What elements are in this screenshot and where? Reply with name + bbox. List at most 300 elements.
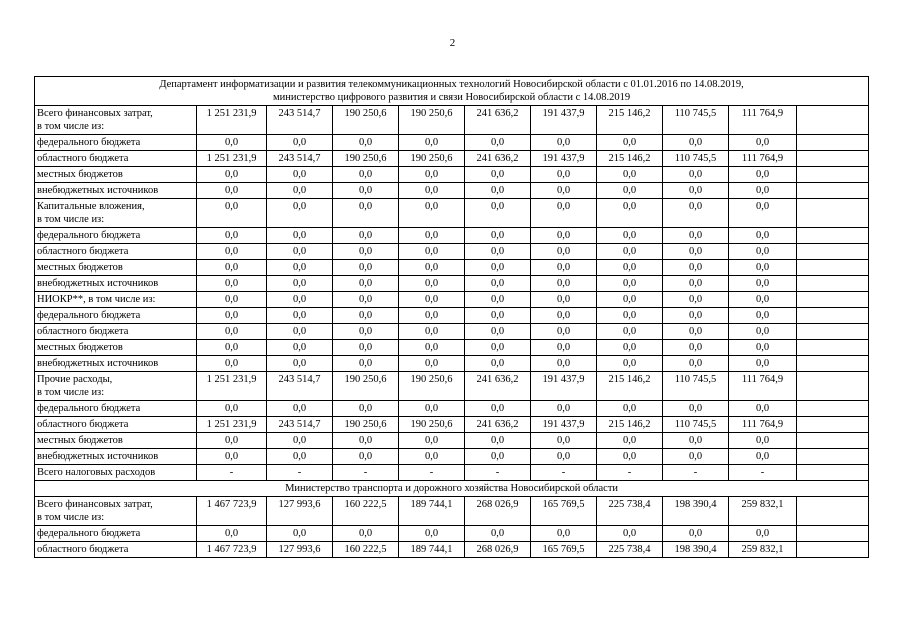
- row-label-line: местных бюджетов: [37, 169, 123, 180]
- value-cell: 0,0: [333, 433, 399, 449]
- empty-cell: [797, 542, 869, 558]
- value-cell: 0,0: [197, 324, 267, 340]
- value-cell: 0,0: [267, 356, 333, 372]
- empty-cell: [797, 308, 869, 324]
- table-row: [35, 151, 869, 167]
- value-cell: 0,0: [465, 356, 531, 372]
- row-label: [35, 324, 197, 340]
- empty-cell: [797, 199, 869, 228]
- table-row: [35, 183, 869, 199]
- value-cell: 191 437,9: [531, 417, 597, 433]
- value-cell: 190 250,6: [399, 151, 465, 167]
- value-cell: 198 390,4: [663, 542, 729, 558]
- row-label: [35, 106, 197, 135]
- row-label: [35, 372, 197, 401]
- value-cell: 0,0: [399, 340, 465, 356]
- value-cell: 0,0: [197, 308, 267, 324]
- value-cell: 0,0: [597, 449, 663, 465]
- value-cell: 225 738,4: [597, 542, 663, 558]
- value-cell: 111 764,9: [729, 372, 797, 401]
- value-cell: 0,0: [663, 526, 729, 542]
- value-cell: 0,0: [597, 308, 663, 324]
- value-cell: 0,0: [267, 449, 333, 465]
- row-label: [35, 183, 197, 199]
- value-cell: 0,0: [531, 244, 597, 260]
- value-cell: 0,0: [267, 199, 333, 228]
- row-label: [35, 260, 197, 276]
- value-cell: 0,0: [465, 449, 531, 465]
- value-cell: 0,0: [399, 433, 465, 449]
- value-cell: 0,0: [197, 433, 267, 449]
- value-cell: 0,0: [333, 183, 399, 199]
- value-cell: 190 250,6: [399, 372, 465, 401]
- value-cell: 0,0: [729, 135, 797, 151]
- table-row: [35, 135, 869, 151]
- value-cell: 1 467 723,9: [197, 542, 267, 558]
- value-cell: 0,0: [729, 199, 797, 228]
- value-cell: 243 514,7: [267, 417, 333, 433]
- value-cell: 0,0: [663, 260, 729, 276]
- value-cell: 190 250,6: [333, 151, 399, 167]
- value-cell: 0,0: [399, 260, 465, 276]
- value-cell: 0,0: [399, 526, 465, 542]
- row-label: [35, 542, 197, 558]
- value-cell: 0,0: [597, 183, 663, 199]
- value-cell: 0,0: [531, 340, 597, 356]
- section-title: [35, 77, 869, 106]
- value-cell: -: [399, 465, 465, 481]
- value-cell: 190 250,6: [333, 372, 399, 401]
- row-label: [35, 465, 197, 481]
- value-cell: 0,0: [663, 449, 729, 465]
- value-cell: 0,0: [465, 276, 531, 292]
- value-cell: 0,0: [333, 308, 399, 324]
- value-cell: 0,0: [663, 199, 729, 228]
- table-row: [35, 401, 869, 417]
- value-cell: 0,0: [267, 167, 333, 183]
- value-cell: 191 437,9: [531, 372, 597, 401]
- value-cell: 0,0: [597, 228, 663, 244]
- value-cell: 0,0: [597, 167, 663, 183]
- value-cell: 259 832,1: [729, 542, 797, 558]
- empty-cell: [797, 401, 869, 417]
- value-cell: 215 146,2: [597, 417, 663, 433]
- value-cell: 0,0: [465, 308, 531, 324]
- value-cell: 0,0: [197, 199, 267, 228]
- value-cell: 0,0: [663, 401, 729, 417]
- value-cell: 0,0: [531, 449, 597, 465]
- value-cell: 0,0: [729, 433, 797, 449]
- value-cell: 241 636,2: [465, 372, 531, 401]
- value-cell: 0,0: [663, 356, 729, 372]
- value-cell: 198 390,4: [663, 497, 729, 526]
- value-cell: 0,0: [197, 401, 267, 417]
- value-cell: 0,0: [333, 135, 399, 151]
- value-cell: 189 744,1: [399, 497, 465, 526]
- value-cell: 0,0: [333, 401, 399, 417]
- value-cell: 0,0: [465, 135, 531, 151]
- row-label-line: местных бюджетов: [37, 342, 123, 353]
- value-cell: 0,0: [267, 324, 333, 340]
- row-label: [35, 228, 197, 244]
- value-cell: 127 993,6: [267, 542, 333, 558]
- value-cell: 0,0: [333, 244, 399, 260]
- value-cell: 165 769,5: [531, 497, 597, 526]
- value-cell: 0,0: [333, 526, 399, 542]
- value-cell: 0,0: [597, 401, 663, 417]
- value-cell: 0,0: [663, 228, 729, 244]
- value-cell: 0,0: [597, 260, 663, 276]
- value-cell: 0,0: [597, 135, 663, 151]
- row-label-line: областного бюджета: [37, 326, 129, 337]
- value-cell: -: [531, 465, 597, 481]
- row-label-line: внебюджетных источников: [37, 185, 159, 196]
- value-cell: 0,0: [663, 276, 729, 292]
- value-cell: 0,0: [267, 292, 333, 308]
- empty-cell: [797, 497, 869, 526]
- value-cell: 0,0: [597, 276, 663, 292]
- row-label: [35, 151, 197, 167]
- value-cell: 241 636,2: [465, 417, 531, 433]
- table-row: [35, 276, 869, 292]
- section-title-line: Министерство транспорта и дорожного хозяйства Новосибирской области: [285, 483, 619, 494]
- empty-cell: [797, 433, 869, 449]
- value-cell: 190 250,6: [333, 106, 399, 135]
- value-cell: 0,0: [465, 324, 531, 340]
- table-row: [35, 497, 869, 526]
- empty-cell: [797, 183, 869, 199]
- value-cell: 1 251 231,9: [197, 417, 267, 433]
- value-cell: 0,0: [399, 183, 465, 199]
- empty-cell: [797, 340, 869, 356]
- empty-cell: [797, 260, 869, 276]
- row-label: [35, 199, 197, 228]
- row-label: [35, 497, 197, 526]
- value-cell: 243 514,7: [267, 372, 333, 401]
- value-cell: 0,0: [531, 135, 597, 151]
- table-row: [35, 417, 869, 433]
- row-label-line: внебюджетных источников: [37, 278, 159, 289]
- value-cell: 0,0: [531, 356, 597, 372]
- row-label-line: внебюджетных источников: [37, 451, 159, 462]
- table-row: [35, 106, 869, 135]
- table-row: [35, 433, 869, 449]
- value-cell: 0,0: [729, 356, 797, 372]
- row-label-line: областного бюджета: [37, 153, 129, 164]
- value-cell: 0,0: [465, 260, 531, 276]
- value-cell: 0,0: [399, 292, 465, 308]
- row-label-line: Всего налоговых расходов: [37, 467, 156, 478]
- empty-cell: [797, 324, 869, 340]
- row-label-line: Всего финансовых затрат,: [37, 108, 153, 119]
- value-cell: 191 437,9: [531, 151, 597, 167]
- value-cell: 0,0: [531, 199, 597, 228]
- value-cell: 0,0: [267, 308, 333, 324]
- value-cell: 0,0: [333, 356, 399, 372]
- row-label-line: местных бюджетов: [37, 262, 123, 273]
- value-cell: 241 636,2: [465, 151, 531, 167]
- value-cell: 0,0: [197, 276, 267, 292]
- value-cell: 0,0: [531, 228, 597, 244]
- value-cell: 0,0: [531, 276, 597, 292]
- section-title-line: Департамент информатизации и развития телекоммуникационных технологий Новосибирской области с 01.01.2016 по 14.08.2019,: [159, 79, 744, 90]
- row-label: [35, 417, 197, 433]
- value-cell: 0,0: [267, 244, 333, 260]
- row-label: [35, 401, 197, 417]
- value-cell: 0,0: [663, 183, 729, 199]
- row-label: [35, 135, 197, 151]
- empty-cell: [797, 276, 869, 292]
- table-row: [35, 260, 869, 276]
- value-cell: 0,0: [597, 340, 663, 356]
- row-label-line: Прочие расходы,: [37, 374, 113, 385]
- value-cell: -: [729, 465, 797, 481]
- value-cell: 0,0: [465, 228, 531, 244]
- value-cell: 0,0: [729, 244, 797, 260]
- row-label-line: федерального бюджета: [37, 137, 141, 148]
- table-row: [35, 199, 869, 228]
- value-cell: 0,0: [333, 340, 399, 356]
- table-row: [35, 356, 869, 372]
- value-cell: 225 738,4: [597, 497, 663, 526]
- value-cell: 0,0: [531, 308, 597, 324]
- row-label-line: внебюджетных источников: [37, 358, 159, 369]
- table-row: [35, 324, 869, 340]
- value-cell: 0,0: [663, 292, 729, 308]
- value-cell: 0,0: [197, 526, 267, 542]
- value-cell: 191 437,9: [531, 106, 597, 135]
- table-row: [35, 449, 869, 465]
- empty-cell: [797, 292, 869, 308]
- empty-cell: [797, 356, 869, 372]
- value-cell: 243 514,7: [267, 151, 333, 167]
- value-cell: 243 514,7: [267, 106, 333, 135]
- value-cell: 0,0: [531, 526, 597, 542]
- row-label-line: НИОКР**, в том числе из:: [37, 294, 156, 305]
- value-cell: 0,0: [267, 433, 333, 449]
- empty-cell: [797, 449, 869, 465]
- row-label: [35, 449, 197, 465]
- row-label-line: Капитальные вложения,: [37, 201, 145, 212]
- row-label-line: областного бюджета: [37, 246, 129, 257]
- value-cell: 0,0: [267, 260, 333, 276]
- value-cell: 0,0: [399, 324, 465, 340]
- value-cell: 0,0: [729, 340, 797, 356]
- table-row: [35, 542, 869, 558]
- value-cell: 0,0: [729, 292, 797, 308]
- value-cell: 0,0: [597, 324, 663, 340]
- value-cell: 0,0: [267, 183, 333, 199]
- value-cell: 0,0: [465, 340, 531, 356]
- value-cell: 0,0: [399, 167, 465, 183]
- value-cell: 0,0: [663, 324, 729, 340]
- value-cell: -: [465, 465, 531, 481]
- row-label-line: в том числе из:: [37, 512, 105, 523]
- value-cell: 0,0: [597, 433, 663, 449]
- value-cell: 0,0: [663, 135, 729, 151]
- value-cell: 0,0: [729, 449, 797, 465]
- empty-cell: [797, 244, 869, 260]
- row-label-line: Всего финансовых затрат,: [37, 499, 153, 510]
- value-cell: 190 250,6: [399, 106, 465, 135]
- row-label: [35, 433, 197, 449]
- value-cell: -: [333, 465, 399, 481]
- row-label: [35, 276, 197, 292]
- value-cell: 0,0: [333, 292, 399, 308]
- value-cell: 1 467 723,9: [197, 497, 267, 526]
- value-cell: 0,0: [399, 276, 465, 292]
- value-cell: 0,0: [465, 401, 531, 417]
- section-header-row: [35, 77, 869, 106]
- row-label-line: в том числе из:: [37, 387, 105, 398]
- value-cell: 0,0: [399, 449, 465, 465]
- table-row: [35, 167, 869, 183]
- table-row: [35, 244, 869, 260]
- value-cell: 0,0: [197, 356, 267, 372]
- empty-cell: [797, 465, 869, 481]
- value-cell: 0,0: [197, 292, 267, 308]
- value-cell: 0,0: [267, 526, 333, 542]
- value-cell: 0,0: [333, 199, 399, 228]
- value-cell: 0,0: [663, 308, 729, 324]
- row-label-line: местных бюджетов: [37, 435, 123, 446]
- value-cell: 0,0: [597, 244, 663, 260]
- section-title-line: министерство цифрового развития и связи Новосибирской области с 14.08.2019: [272, 92, 631, 103]
- empty-cell: [797, 106, 869, 135]
- value-cell: 0,0: [729, 324, 797, 340]
- value-cell: 189 744,1: [399, 542, 465, 558]
- value-cell: 0,0: [531, 183, 597, 199]
- value-cell: 0,0: [663, 244, 729, 260]
- value-cell: 0,0: [531, 292, 597, 308]
- row-label: [35, 292, 197, 308]
- value-cell: 0,0: [197, 260, 267, 276]
- value-cell: 0,0: [531, 260, 597, 276]
- value-cell: 0,0: [531, 433, 597, 449]
- value-cell: 0,0: [729, 401, 797, 417]
- value-cell: -: [197, 465, 267, 481]
- table-row: [35, 308, 869, 324]
- row-label-line: федерального бюджета: [37, 310, 141, 321]
- value-cell: 0,0: [597, 356, 663, 372]
- empty-cell: [797, 417, 869, 433]
- value-cell: 0,0: [333, 324, 399, 340]
- value-cell: 0,0: [267, 276, 333, 292]
- value-cell: 0,0: [663, 433, 729, 449]
- value-cell: 268 026,9: [465, 542, 531, 558]
- value-cell: 0,0: [267, 340, 333, 356]
- value-cell: 1 251 231,9: [197, 151, 267, 167]
- value-cell: 0,0: [333, 260, 399, 276]
- value-cell: 0,0: [597, 526, 663, 542]
- value-cell: 0,0: [729, 308, 797, 324]
- page-number: 2: [449, 37, 456, 49]
- value-cell: 110 745,5: [663, 106, 729, 135]
- value-cell: 0,0: [399, 244, 465, 260]
- value-cell: 111 764,9: [729, 417, 797, 433]
- value-cell: 241 636,2: [465, 106, 531, 135]
- empty-cell: [797, 167, 869, 183]
- row-label-line: федерального бюджета: [37, 230, 141, 241]
- value-cell: 0,0: [465, 244, 531, 260]
- value-cell: 0,0: [399, 135, 465, 151]
- row-label-line: федерального бюджета: [37, 403, 141, 414]
- table-row: [35, 465, 869, 481]
- value-cell: 0,0: [465, 183, 531, 199]
- row-label-line: областного бюджета: [37, 544, 129, 555]
- value-cell: 0,0: [267, 135, 333, 151]
- value-cell: 111 764,9: [729, 106, 797, 135]
- value-cell: 0,0: [729, 228, 797, 244]
- value-cell: 0,0: [465, 526, 531, 542]
- budget-table: [34, 76, 869, 558]
- value-cell: 0,0: [333, 276, 399, 292]
- row-label: [35, 308, 197, 324]
- value-cell: 0,0: [267, 401, 333, 417]
- value-cell: 190 250,6: [399, 417, 465, 433]
- value-cell: 0,0: [399, 356, 465, 372]
- value-cell: 1 251 231,9: [197, 106, 267, 135]
- value-cell: 0,0: [729, 167, 797, 183]
- row-label-line: в том числе из:: [37, 214, 105, 225]
- value-cell: 0,0: [333, 449, 399, 465]
- value-cell: 0,0: [197, 167, 267, 183]
- value-cell: 0,0: [531, 324, 597, 340]
- value-cell: 259 832,1: [729, 497, 797, 526]
- value-cell: 1 251 231,9: [197, 372, 267, 401]
- value-cell: 0,0: [597, 292, 663, 308]
- value-cell: 110 745,5: [663, 151, 729, 167]
- empty-cell: [797, 372, 869, 401]
- value-cell: 0,0: [729, 276, 797, 292]
- value-cell: 0,0: [663, 167, 729, 183]
- value-cell: -: [663, 465, 729, 481]
- value-cell: 0,0: [197, 449, 267, 465]
- empty-cell: [797, 135, 869, 151]
- value-cell: 0,0: [531, 401, 597, 417]
- section-title: [35, 481, 869, 497]
- table-row: [35, 292, 869, 308]
- value-cell: 0,0: [399, 308, 465, 324]
- value-cell: 0,0: [399, 199, 465, 228]
- value-cell: 0,0: [197, 228, 267, 244]
- value-cell: 165 769,5: [531, 542, 597, 558]
- value-cell: 160 222,5: [333, 497, 399, 526]
- row-label: [35, 167, 197, 183]
- value-cell: 190 250,6: [333, 417, 399, 433]
- value-cell: 0,0: [399, 228, 465, 244]
- value-cell: 215 146,2: [597, 372, 663, 401]
- value-cell: 0,0: [197, 183, 267, 199]
- value-cell: 0,0: [267, 228, 333, 244]
- value-cell: 0,0: [333, 228, 399, 244]
- value-cell: 0,0: [465, 292, 531, 308]
- value-cell: 0,0: [465, 433, 531, 449]
- table-row: [35, 526, 869, 542]
- section-header-row: [35, 481, 869, 497]
- value-cell: -: [267, 465, 333, 481]
- value-cell: 0,0: [197, 244, 267, 260]
- empty-cell: [797, 228, 869, 244]
- row-label: [35, 244, 197, 260]
- value-cell: 0,0: [729, 526, 797, 542]
- value-cell: -: [597, 465, 663, 481]
- value-cell: 268 026,9: [465, 497, 531, 526]
- value-cell: 0,0: [729, 260, 797, 276]
- value-cell: 215 146,2: [597, 106, 663, 135]
- table-row: [35, 340, 869, 356]
- empty-cell: [797, 151, 869, 167]
